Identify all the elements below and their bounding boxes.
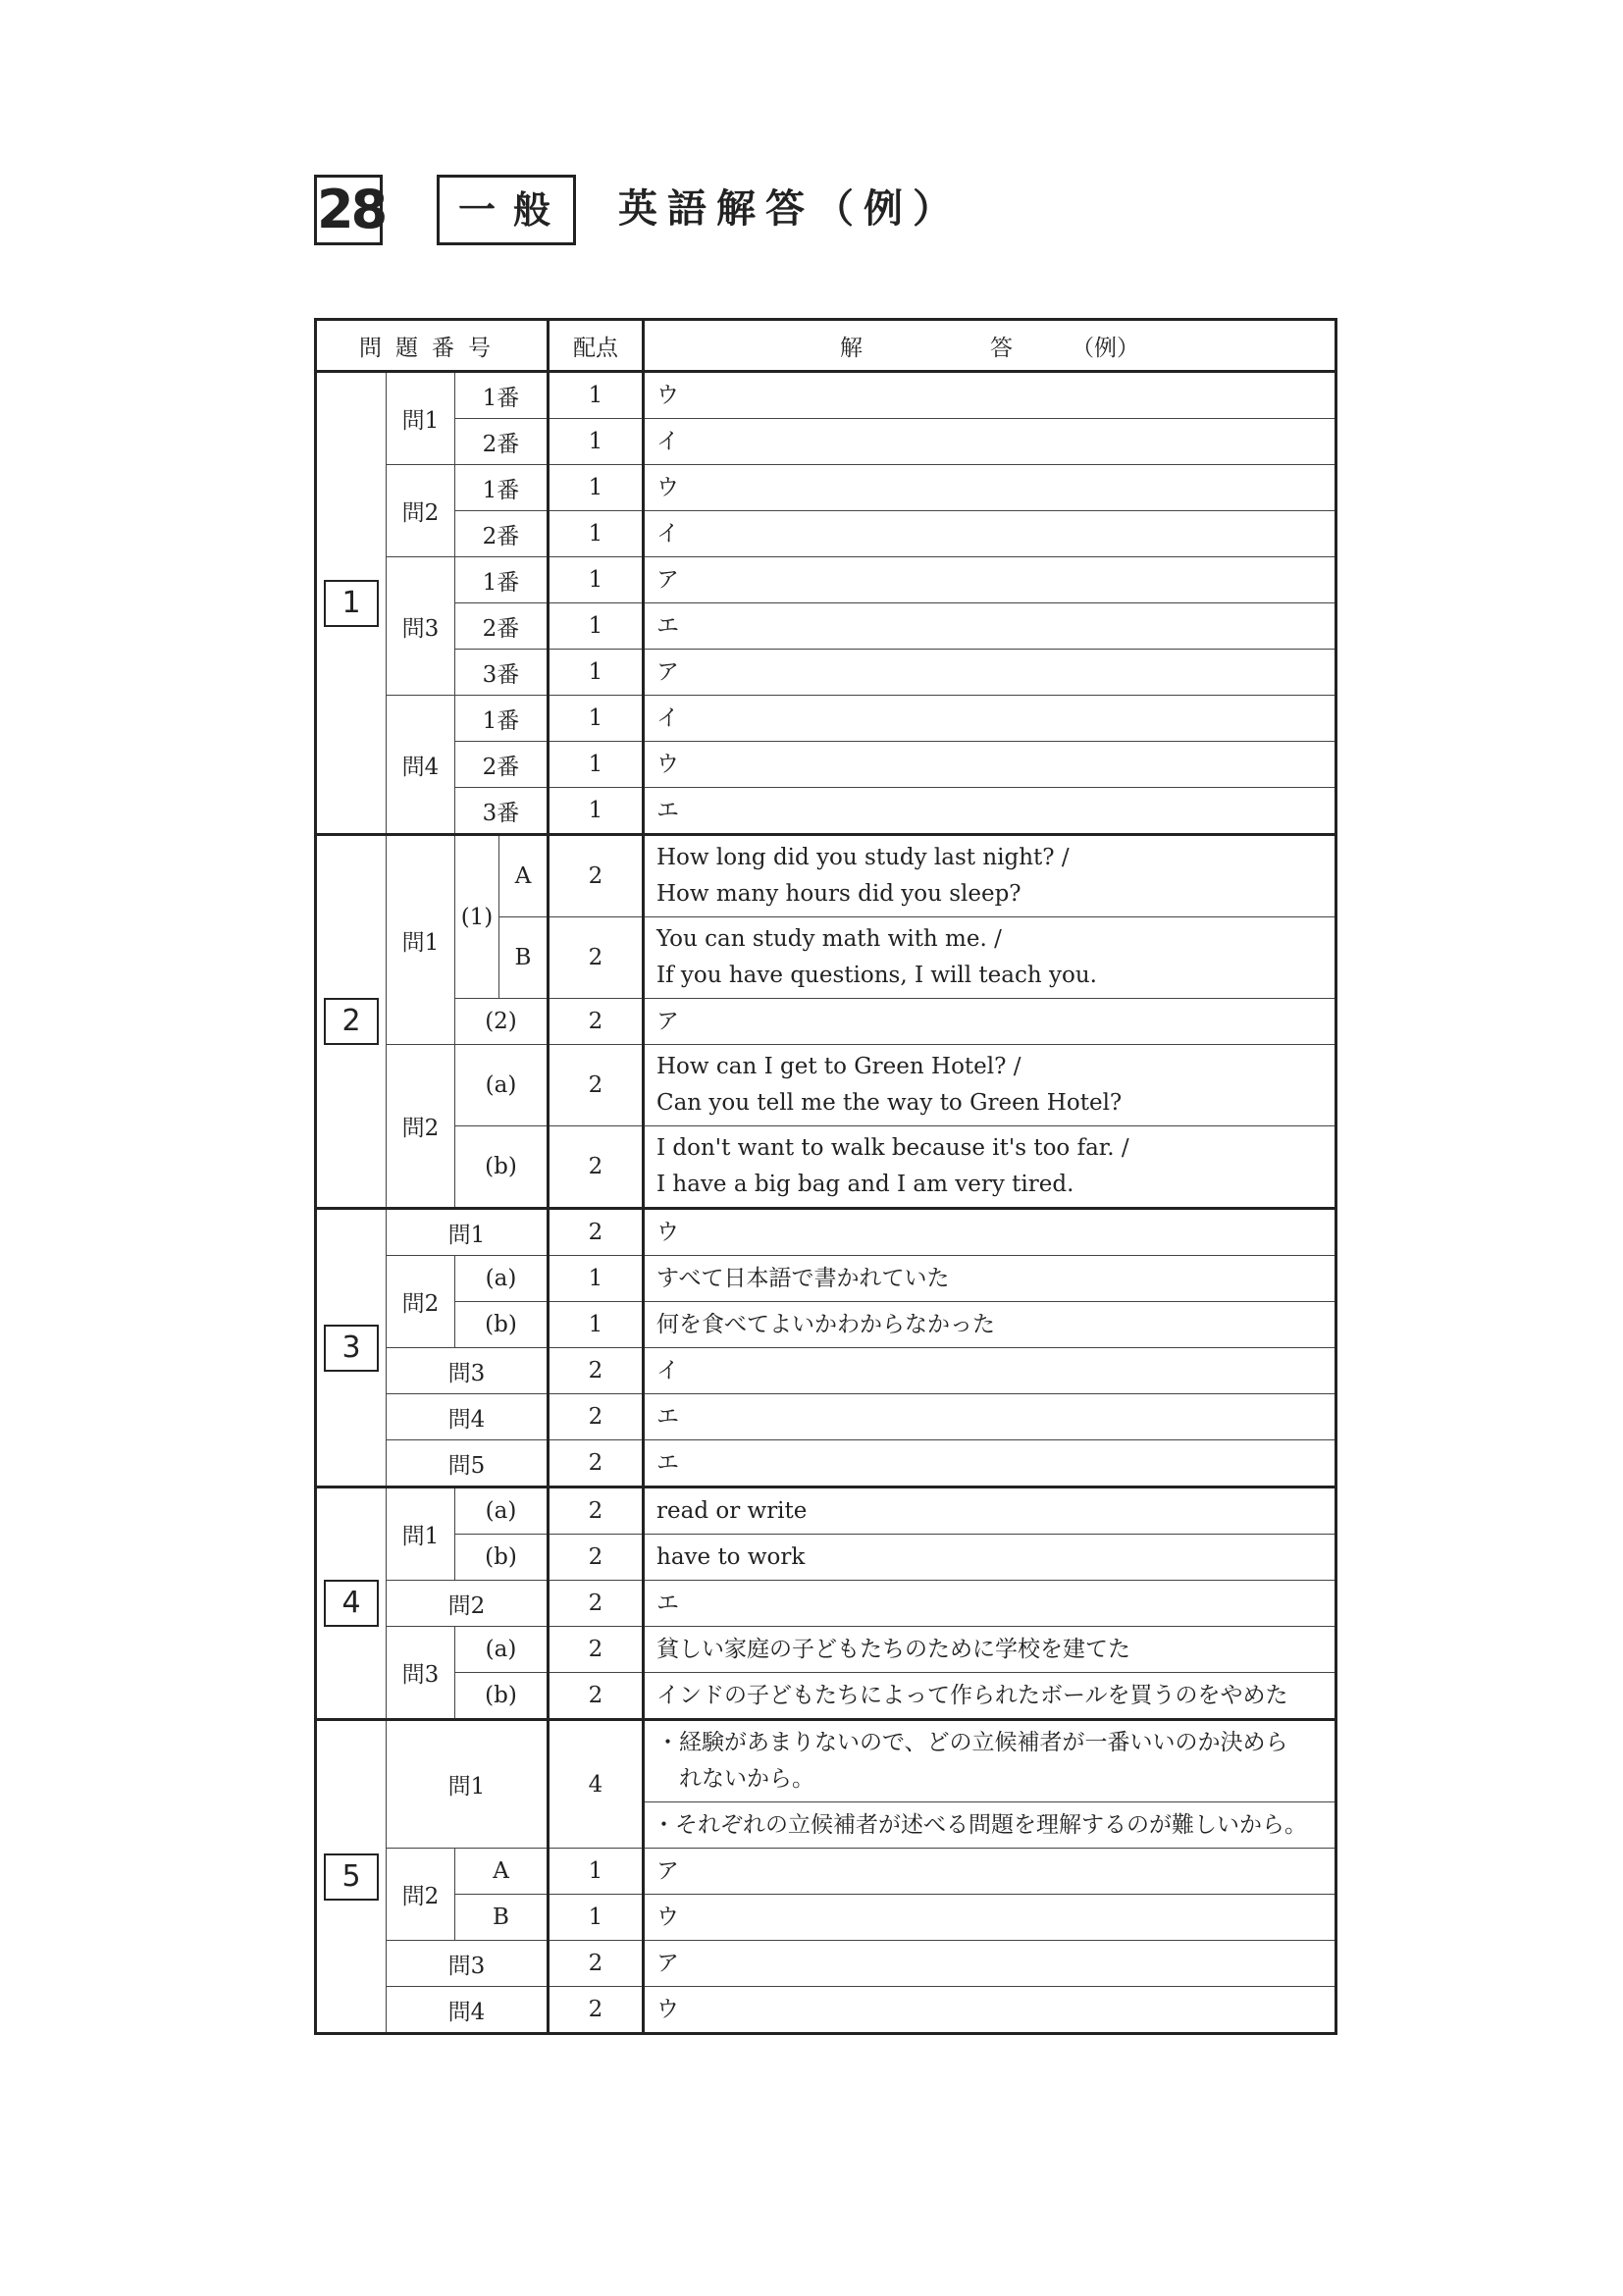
question-label: 問2 [387, 1045, 455, 1209]
answer-cell: ウ [644, 465, 1336, 511]
table-row [316, 1535, 1336, 1581]
section-2-label: 2 [324, 998, 379, 1045]
score-cell: 2 [549, 999, 644, 1045]
answer-cell [644, 1126, 1336, 1209]
answer-line: ・経験があまりないので、どの立候補者が一番いいのか決めら [656, 1730, 1288, 1755]
table-row [316, 1256, 1336, 1302]
answer-cell: イ [644, 696, 1336, 742]
question-label: 問5 [387, 1440, 549, 1487]
score-cell: 1 [549, 1895, 644, 1941]
answer-line: You can study math with me. / [656, 926, 1002, 952]
score-cell: 2 [549, 1440, 644, 1487]
table-row [316, 1126, 1336, 1209]
table-row [316, 1673, 1336, 1720]
score-cell: 1 [549, 742, 644, 788]
part-label: (a) [455, 1256, 549, 1302]
section-1 [316, 372, 387, 835]
answer-cell: ア [644, 1941, 1336, 1987]
table-row [316, 788, 1336, 835]
answer-cell: すべて日本語で書かれていた [644, 1256, 1336, 1302]
item-letter: B [499, 917, 549, 999]
score-cell: 2 [549, 1941, 644, 1987]
question-label: 問3 [387, 1348, 549, 1394]
answer-cell [644, 917, 1336, 999]
answer-line: I don't want to walk because it's too far. / [656, 1135, 1129, 1161]
header-answer-example: （例） [1072, 335, 1139, 361]
section-5 [316, 1720, 387, 2034]
item-number: 1番 [455, 465, 549, 511]
table-row [316, 1440, 1336, 1487]
table-row [316, 419, 1336, 465]
answer-line: I have a big bag and I am very tired. [656, 1172, 1074, 1197]
score-cell: 1 [549, 557, 644, 603]
header-question-no: 問題番号 [316, 320, 549, 372]
answer-line: How many hours did you sleep? [656, 881, 1021, 907]
question-label: 問4 [387, 696, 455, 835]
item-number: 2番 [455, 419, 549, 465]
table-header-row [316, 320, 1336, 372]
answer-cell: インドの子どもたちによって作られたボールを買うのをやめた [644, 1673, 1336, 1720]
score-cell: 1 [549, 465, 644, 511]
answer-cell [644, 835, 1336, 917]
score-cell: 1 [549, 511, 644, 557]
table-row [316, 999, 1336, 1045]
part-label: (b) [455, 1535, 549, 1581]
answer-cell: read or write [644, 1487, 1336, 1535]
table-row [316, 557, 1336, 603]
table-row [316, 742, 1336, 788]
score-cell: 2 [549, 1987, 644, 2034]
item-number: 1番 [455, 696, 549, 742]
part-label: (1) [455, 835, 499, 999]
score-cell: 2 [549, 1627, 644, 1673]
item-number: 3番 [455, 788, 549, 835]
score-cell: 2 [549, 1209, 644, 1256]
question-label: 問4 [387, 1394, 549, 1440]
section-1-label: 1 [324, 580, 379, 627]
answer-cell: ウ [644, 1987, 1336, 2034]
question-label: 問2 [387, 465, 455, 557]
table-row [316, 696, 1336, 742]
answer-line: れないから。 [656, 1766, 814, 1792]
part-label: (a) [455, 1487, 549, 1535]
section-5-label: 5 [324, 1853, 379, 1901]
question-label: 問3 [387, 557, 455, 696]
answer-cell: イ [644, 511, 1336, 557]
question-label: 問2 [387, 1849, 455, 1941]
answer-cell: エ [644, 788, 1336, 835]
answer-line: How can I get to Green Hotel? / [656, 1054, 1021, 1079]
answer-cell: ウ [644, 1895, 1336, 1941]
item-number: 2番 [455, 603, 549, 650]
part-label: (b) [455, 1302, 549, 1348]
answer-cell: イ [644, 419, 1336, 465]
table-row [316, 1394, 1336, 1440]
answer-cell: have to work [644, 1535, 1336, 1581]
answer-cell: エ [644, 1581, 1336, 1627]
header-score: 配点 [549, 320, 644, 372]
table-row [316, 372, 1336, 419]
table-row [316, 1209, 1336, 1256]
answer-cell: ア [644, 650, 1336, 696]
table-row [316, 1941, 1336, 1987]
question-label: 問1 [387, 1720, 549, 1849]
answer-cell: エ [644, 1394, 1336, 1440]
score-cell: 2 [549, 1581, 644, 1627]
question-label: 問2 [387, 1256, 455, 1348]
score-cell: 1 [549, 1256, 644, 1302]
table-row [316, 465, 1336, 511]
answer-cell [644, 1720, 1336, 1802]
part-label: (2) [455, 999, 549, 1045]
table-row [316, 511, 1336, 557]
answer-cell: ウ [644, 1209, 1336, 1256]
part-label: (b) [455, 1673, 549, 1720]
header-answer [644, 320, 1336, 372]
part-label: (a) [455, 1045, 549, 1126]
score-cell: 2 [549, 1487, 644, 1535]
score-cell: 2 [549, 1126, 644, 1209]
section-4-label: 4 [324, 1580, 379, 1627]
score-cell: 2 [549, 917, 644, 999]
answer-cell: 何を食べてよいかわからなかった [644, 1302, 1336, 1348]
answer-cell: 貧しい家庭の子どもたちのために学校を建てた [644, 1627, 1336, 1673]
score-cell: 1 [549, 1302, 644, 1348]
section-3 [316, 1209, 387, 1487]
subject-number: 28 [314, 175, 383, 245]
answer-cell: ア [644, 1849, 1336, 1895]
section-3-label: 3 [324, 1325, 379, 1372]
answer-cell: ウ [644, 742, 1336, 788]
answer-line: If you have questions, I will teach you. [656, 963, 1097, 988]
question-label: 問3 [387, 1941, 549, 1987]
table-row [316, 1045, 1336, 1126]
part-label: (b) [455, 1126, 549, 1209]
score-cell: 1 [549, 603, 644, 650]
score-cell: 1 [549, 696, 644, 742]
question-label: 問2 [387, 1581, 549, 1627]
page-title: 英語解答（例） [618, 185, 962, 232]
table-row [316, 1895, 1336, 1941]
score-cell: 2 [549, 1535, 644, 1581]
score-cell: 1 [549, 650, 644, 696]
table-row [316, 1581, 1336, 1627]
answer-cell: ア [644, 557, 1336, 603]
table-row [316, 1987, 1336, 2034]
item-letter: A [455, 1849, 549, 1895]
table-row [316, 835, 1336, 917]
item-letter: B [455, 1895, 549, 1941]
score-cell: 2 [549, 1348, 644, 1394]
score-cell: 1 [549, 419, 644, 465]
answer-cell: エ [644, 603, 1336, 650]
answer-line: How long did you study last night? / [656, 845, 1070, 870]
table-row [316, 1348, 1336, 1394]
item-number: 1番 [455, 557, 549, 603]
answer-line: Can you tell me the way to Green Hotel? [656, 1090, 1123, 1116]
item-number: 3番 [455, 650, 549, 696]
question-label: 問1 [387, 1209, 549, 1256]
table-row [316, 1627, 1336, 1673]
question-label: 問1 [387, 372, 455, 465]
score-cell: 1 [549, 788, 644, 835]
section-2 [316, 835, 387, 1209]
table-row [316, 603, 1336, 650]
score-cell: 1 [549, 1849, 644, 1895]
answer-cell [644, 1045, 1336, 1126]
item-number: 2番 [455, 742, 549, 788]
section-4 [316, 1487, 387, 1720]
question-label: 問4 [387, 1987, 549, 2034]
table-row [316, 650, 1336, 696]
answer-cell: ウ [644, 372, 1336, 419]
part-label: (a) [455, 1627, 549, 1673]
header-answer-char2: 答 [990, 335, 1013, 361]
answer-table [314, 318, 1337, 2035]
question-label: 問1 [387, 835, 455, 1045]
answer-cell: ア [644, 999, 1336, 1045]
score-cell: 2 [549, 1673, 644, 1720]
table-row [316, 1487, 1336, 1535]
score-cell: 2 [549, 1394, 644, 1440]
item-letter: A [499, 835, 549, 917]
score-cell: 2 [549, 1045, 644, 1126]
answer-cell: エ [644, 1440, 1336, 1487]
answer-cell: ・それぞれの立候補者が述べる問題を理解するのが難しいから。 [644, 1802, 1336, 1849]
question-label: 問1 [387, 1487, 455, 1581]
question-label: 問3 [387, 1627, 455, 1720]
item-number: 2番 [455, 511, 549, 557]
table-row [316, 1720, 1336, 1802]
score-cell: 4 [549, 1720, 644, 1849]
score-cell: 1 [549, 372, 644, 419]
table-row [316, 1302, 1336, 1348]
answer-cell: イ [644, 1348, 1336, 1394]
header-answer-char1: 解 [840, 335, 863, 361]
item-number: 1番 [455, 372, 549, 419]
exam-category: 一般 [437, 175, 576, 245]
score-cell: 2 [549, 835, 644, 917]
table-row [316, 1849, 1336, 1895]
